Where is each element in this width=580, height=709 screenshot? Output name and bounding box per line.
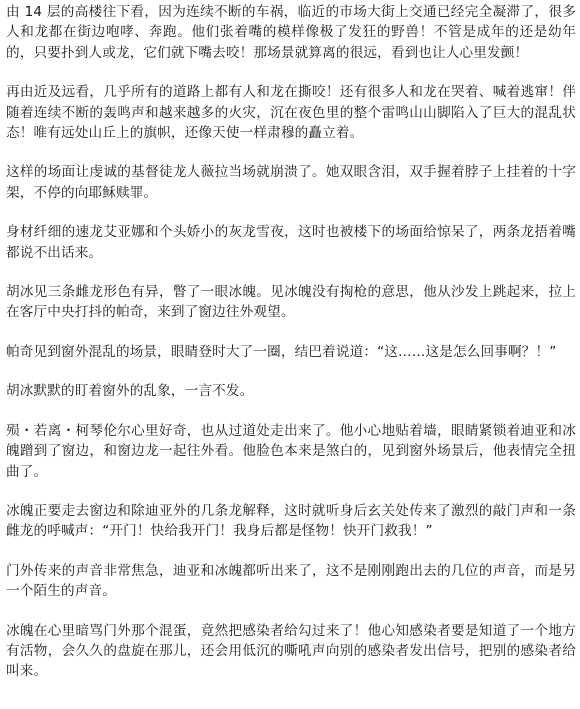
paragraph-8: 殒・若离・柯琴伦尔心里好奇，也从过道处走出来了。他小心地贴着墙，眼睛紧锁着迪亚和冰魄蹭到了窗边，和窗边龙一起往外看。他脸色本来是煞白的，见到窗外场景后，他表情完全扭曲了。 xyxy=(6,422,576,480)
paragraph-3: 这样的场面让虔诚的基督徒龙人薇拉当场就崩溃了。她双眼含泪，双手握着脖子上挂着的十字架，不停的向耶稣赎罪。 xyxy=(6,164,576,201)
paragraph-5: 胡冰见三条雌龙形色有异，瞥了一眼冰魄。见冰魄没有掏枪的意思，他从沙发上跳起来，拉上在客厅中央打抖的帕奇，来到了窗边往外观望。 xyxy=(6,284,576,321)
paragraph-11: 冰魄在心里暗骂门外那个混蛋，竟然把感染者给勾过来了！他心知感染者要是知道了一个地方有活物，会久久的盘旋在那儿，还会用低沉的嘶吼声向别的感染者发出信号，把别的感染者给叫来。 xyxy=(6,622,576,680)
paragraph-4: 身材纤细的速龙艾亚娜和个头娇小的灰龙雪夜，这时也被楼下的场面给惊呆了，两条龙捂着嘴都说不出话来。 xyxy=(6,224,576,261)
paragraph-2: 再由近及远看，几乎所有的道路上都有人和龙在撕咬！还有很多人和龙在哭着、喊着逃窜！伴随着连续不断的轰鸣声和越来越多的火灾，沉在夜色里的整个雷鸣山山脚陷入了巨大的混乱状态！唯有远处山丘上的旗帜，还像天使一样肃穆的矗立着。 xyxy=(6,84,576,142)
paragraph-6: 帕奇见到窗外混乱的场景，眼睛登时大了一圈，结巴着说道：“这……这是怎么回事啊？！” xyxy=(6,343,557,360)
paragraph-1: 由 14 层的高楼往下看，因为连续不断的车祸，临近的市场大街上交通已经完全凝滞了，很多人和龙都在街边咆哮、奔跑。他们张着嘴的模样像极了发狂的野兽！不管是成年的还是幼年的，只要扑到人或龙，它们就下嘴去咬！那场景就算离的很远，看到也让人心里发颤！ xyxy=(6,4,576,61)
paragraph-7: 胡冰默默的盯着窗外的乱象，一言不发。 xyxy=(6,383,254,400)
paragraph-10: 门外传来的声音非常焦急，迪亚和冰魄都听出来了，这不是刚刚跑出去的几位的声音，而是另一个陌生的声音。 xyxy=(6,562,576,600)
paragraph-9: 冰魄正要走去窗边和除迪亚外的几条龙解释，这时就听身后玄关处传来了激烈的敲门声和一条雌龙的呼喊声：“开门！快给我开门！我身后都是怪物！快开门救我！” xyxy=(6,502,576,540)
